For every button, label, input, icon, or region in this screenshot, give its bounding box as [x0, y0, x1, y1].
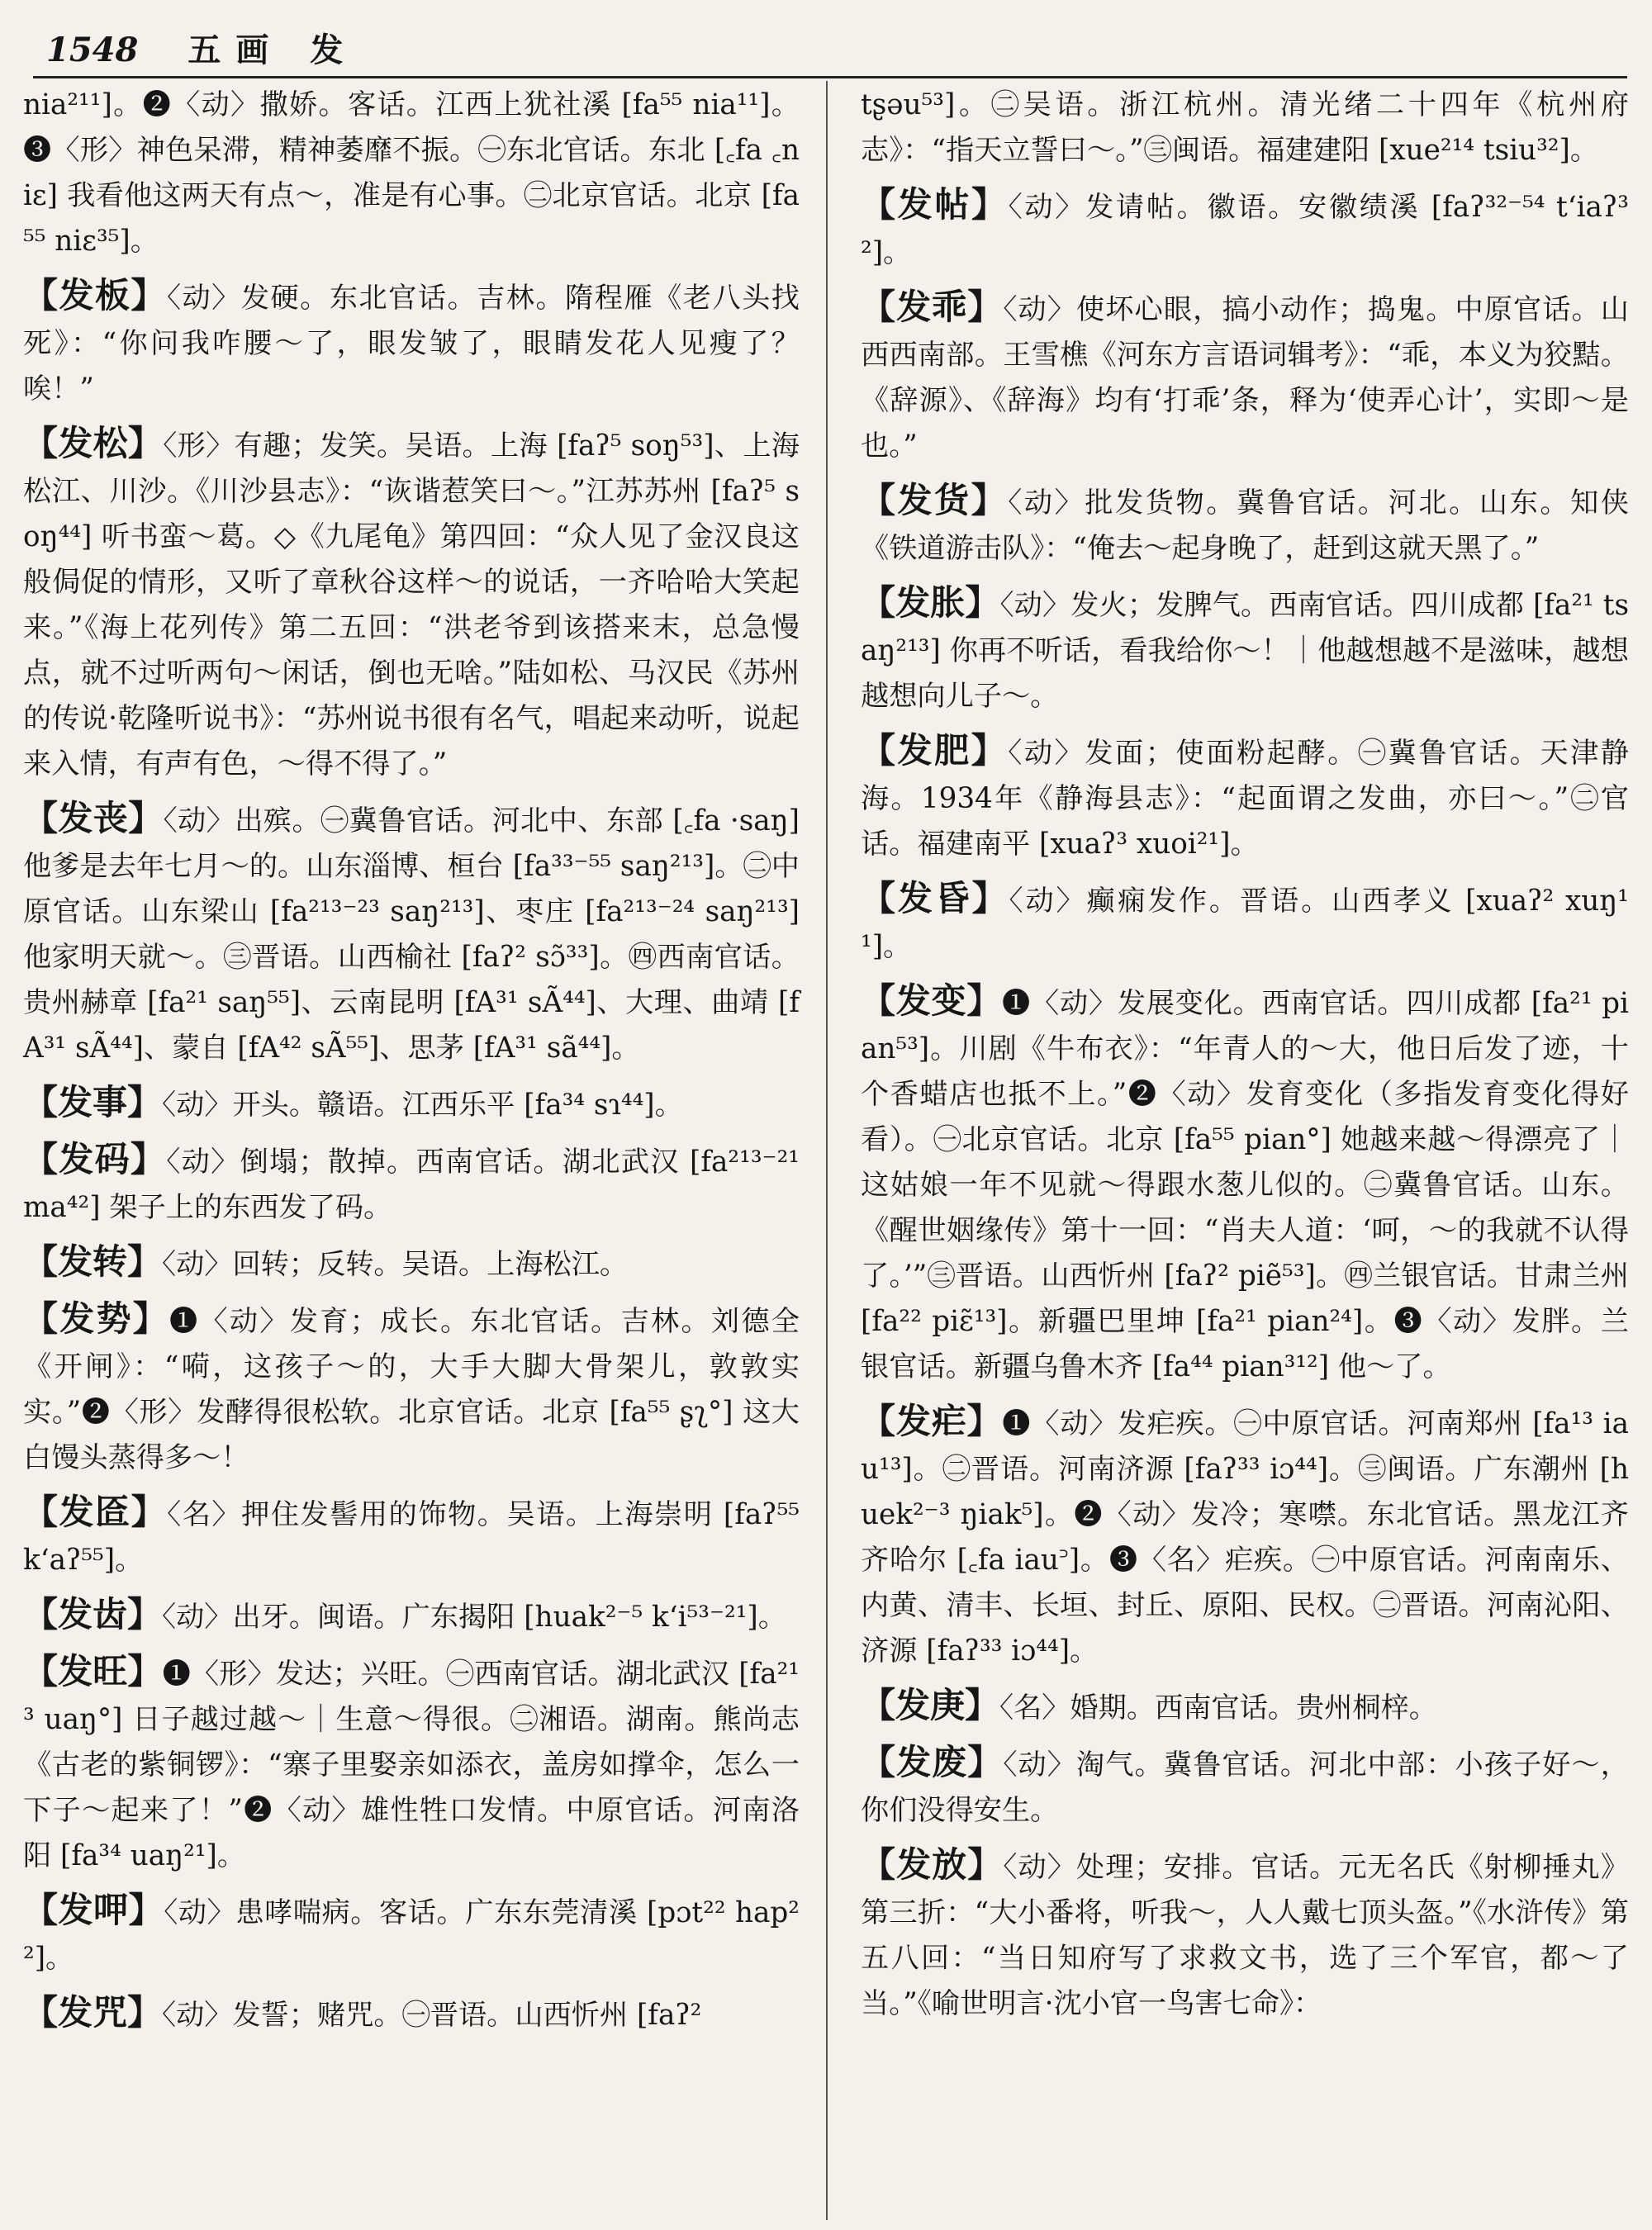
- definition: 〈动〉出殡。㊀冀鲁官话。河北中、东部 [꜀fa ·saŋ] 他爹是去年七月～的。山东淄博、桓台 [fa³³⁻⁵⁵ saŋ²¹³]。㊁中原官话。山东梁山 [fa²¹³⁻²³ saŋ²¹³]、枣庄 [fa²¹³⁻²⁴ saŋ²¹³] 他家明天就～。㊂晋语。山西榆社 [faʔ² sɔ̃³³]。㊃西南官话。贵州赫章 [fa²¹ saŋ⁵⁵]、云南昆明 [fA³¹ sÃ⁴⁴]、大理、曲靖 [fA³¹ sÃ⁴⁴]、蒙自 [fA⁴² sÃ⁵⁵]、思茅 [fA³¹ sã⁴⁴]。: [23, 804, 800, 1065]
- definition: 〈动〉发誓；赌咒。㊀晋语。山西忻州 [faʔ²: [162, 1999, 702, 2032]
- dictionary-entry: [23, 1887, 800, 1981]
- headword: 【发呷】: [23, 1890, 164, 1930]
- definition: 〈动〉患哮喘病。客话。广东东莞清溪 [pɔt²² hap²²]。: [23, 1896, 800, 1975]
- definition: 〈动〉发火；发脾气。西南官话。四川成都 [fa²¹ tsaŋ²¹³] 你再不听话，看我给你～！｜他越想越不是滋味，越想越想向儿子～。: [861, 589, 1629, 713]
- headword: 【发货】: [861, 480, 1009, 520]
- headword: 【发废】: [861, 1742, 1004, 1782]
- dictionary-entry: [861, 79, 1629, 173]
- dictionary-entry: [861, 1398, 1629, 1674]
- dictionary-entry: [861, 284, 1629, 469]
- definition: 〈动〉批发货物。冀鲁官话。河北。山东。知侠《铁道游击队》：“俺去～起身晚了，赶到这就天黑了。”: [861, 486, 1629, 565]
- dictionary-entry: [861, 1739, 1629, 1834]
- headword: 【发旺】: [23, 1651, 163, 1691]
- definition: 〈名〉押住发髻用的饰物。吴语。上海崇明 [faʔ⁵⁵ k‘aʔ⁵⁵]。: [23, 1498, 800, 1577]
- headword: 【发板】: [23, 275, 167, 316]
- headword: 【发码】: [23, 1139, 167, 1179]
- definition: 〈动〉开头。赣语。江西乐平 [fa³⁴ sɿ⁴⁴]。: [162, 1089, 683, 1122]
- dictionary-entry: [23, 1990, 800, 2038]
- headword: 【发庚】: [861, 1685, 1000, 1725]
- headword: 【发丧】: [23, 798, 164, 838]
- headword: 【发匼】: [23, 1492, 168, 1532]
- dictionary-entry: [861, 1842, 1629, 2027]
- dictionary-entry: [23, 1489, 800, 1583]
- dictionary-entry: [861, 728, 1629, 867]
- definition: tʂəu⁵³]。㊁吴语。浙江杭州。清光绪二十四年《杭州府志》：“指天立誓曰～。”㊂闽语。福建建阳 [xue²¹⁴ tsiu³²]。: [861, 88, 1629, 167]
- definition: 〈动〉发面；使面粉起酵。㊀冀鲁官话。天津静海。1934年《静海县志》：“起面谓之发曲，亦曰～。”㊁官话。福建南平 [xuaʔ³ xuoi²¹]。: [861, 737, 1629, 861]
- headword: 【发齿】: [23, 1594, 163, 1635]
- headword: 【发变】: [861, 980, 1003, 1021]
- dictionary-entry: [23, 1136, 800, 1231]
- headword: 【发势】: [23, 1298, 170, 1339]
- definition: ❶〈动〉发展变化。西南官话。四川成都 [fa²¹ pian⁵³]。川剧《牛布衣》：“年青人的～大，他日后发了迹，十个香蜡店也抵不上。”❷〈动〉发育变化（多指发育变化得好看）。㊀北京官话。北京 [fa⁵⁵ pian°] 她越来越～得漂亮了｜这姑娘一年不见就～得跟水葱儿似的。㊁冀鲁官话。山东。《醒世姻缘传》第十一回：“肖夫人道：‘呵，～的我就不认得了。’”㊂晋语。山西忻州 [faʔ² piẽ⁵³]。㊃兰银官话。甘肃兰州 [fa²² piɛ̃¹³]。新疆巴里坤 [fa²¹ pian²⁴]。❸〈动〉发胖。兰银官话。新疆乌鲁木齐 [fa⁴⁴ pian³¹²] 他～了。: [861, 987, 1629, 1383]
- left-column: [23, 79, 800, 2047]
- headword: 【发转】: [23, 1241, 163, 1282]
- column-divider: [826, 81, 828, 2220]
- definition: ❶〈形〉发达；兴旺。㊀西南官话。湖北武汉 [fa²¹³ uaŋ°] 日子越过越～｜生意～得很。㊁湘语。湖南。熊尚志《古老的紫铜锣》：“寨子里娶亲如添衣，盖房如撑伞，怎么一下子～起来了！”❷〈动〉雄性牲口发情。中原官话。河南洛阳 [fa³⁴ uaŋ²¹]。: [23, 1658, 800, 1872]
- dictionary-entry: [23, 1592, 800, 1640]
- headword: 【发乖】: [861, 287, 1004, 327]
- definition: 〈名〉婚期。西南官话。贵州桐梓。: [999, 1691, 1437, 1725]
- dictionary-entry: [23, 1239, 800, 1288]
- headword: 【发昏】: [861, 878, 1009, 918]
- dictionary-entry: [23, 273, 800, 412]
- section-title: 五画 发: [188, 31, 358, 69]
- definition: ❶〈动〉发疟疾。㊀中原官话。河南郑州 [fa¹³ iau¹³]。㊁晋语。河南济源 [faʔ³³ iɔ⁴⁴]。㊂闽语。广东潮州 [huek²⁻³ ŋiak⁵]。❷〈动〉发冷；寒噤。东北官话。黑龙江齐齐哈尔 [꜀fa iau꜄]。❸〈名〉疟疾。㊀中原官话。河南南乐、内黄、清丰、长垣、封丘、原阳、民权。㊁晋语。河南沁阳、济源 [faʔ³³ iɔ⁴⁴]。: [861, 1407, 1629, 1668]
- definition: 〈动〉回转；反转。吴语。上海松江。: [162, 1248, 629, 1281]
- dictionary-entry: [861, 477, 1629, 572]
- dictionary-entry: [23, 1079, 800, 1128]
- dictionary-entry: [23, 1649, 800, 1879]
- definition: ❶〈动〉发育；成长。东北官话。吉林。刘德全《开闸》：“嗬，这孩子～的，大手大脚大骨架儿，敦敦实实。”❷〈形〉发酵得很松软。北京官话。北京 [fa⁵⁵ ʂʅ°] 这大白馒头蒸得多～！: [23, 1305, 800, 1474]
- dictionary-entry: [23, 420, 800, 787]
- definition: 〈动〉癫痫发作。晋语。山西孝义 [xuaʔ² xuŋ¹¹]。: [861, 885, 1629, 963]
- dictionary-entry: [23, 79, 800, 264]
- definition: 〈动〉发硬。东北官话。吉林。隋程雁《老八头找死》：“你问我咋腰～了，眼发皱了，眼睛发花人见瘦了？唉！”: [23, 282, 800, 406]
- headword: 【发帖】: [861, 184, 1009, 225]
- headword: 【发咒】: [23, 1992, 163, 2033]
- page-number: 1548: [46, 31, 139, 69]
- dictionary-entry: [861, 1682, 1629, 1731]
- headword: 【发放】: [861, 1844, 1004, 1885]
- definition: 〈形〉有趣；发笑。吴语。上海 [faʔ⁵ soŋ⁵³]、上海松江、川沙。《川沙县志》：“诙谐惹笑曰～。”江苏苏州 [faʔ⁵ soŋ⁴⁴] 听书蛮～葛。◇《九尾龟》第四回：“众人见了金汉良这般侷促的情形，又听了章秋谷这样～的说话，一齐哈哈大笑起来。”《海上花列传》第二五回：“洪老爷到该搭来末，总急慢点，就不过听两句～闲话，倒也无啥。”陆如松、马汉民《苏州的传说·乾隆听说书》：“苏州说书很有名气，唱起来动听，说起来入情，有声有色，～得不得了。”: [23, 429, 800, 780]
- definition: 〈动〉处理；安排。官话。元无名氏《射柳捶丸》第三折：“大小番将，听我～，人人戴七顶头盔。”《水浒传》第五八回：“当日知府写了求救文书，选了三个军官，都～了当。”《喻世明言·沈小官一鸟害七命》：: [861, 1851, 1629, 2020]
- headword: 【发肥】: [861, 730, 1009, 771]
- definition: 〈动〉倒塌；散掉。西南官话。湖北武汉 [fa²¹³⁻²¹ ma⁴²] 架子上的东西发了码。: [23, 1146, 800, 1224]
- definition: 〈动〉发请帖。徽语。安徽绩溪 [faʔ³²⁻⁵⁴ t‘iaʔ³²]。: [861, 191, 1629, 269]
- definition: 〈动〉使坏心眼，搞小动作；捣鬼。中原官话。山西西南部。王雪樵《河东方言语词辑考》：“乖，本义为狡黠。《辞源》、《辞海》均有‘打乖’条，释为‘使弄心计’，实即～是也。”: [861, 293, 1629, 463]
- dictionary-entry: [861, 978, 1629, 1390]
- dictionary-entry: [23, 795, 800, 1071]
- definition: nia²¹¹]。❷〈动〉撒娇。客话。江西上犹社溪 [fa⁵⁵ nia¹¹]。❸〈形〉神色呆滞，精神萎靡不振。㊀东北官话。东北 [꜀fa ꜀niɛ] 我看他这两天有点～，准是有心事。㊁北京官话。北京 [fa⁵⁵ niɛ³⁵]。: [23, 88, 800, 258]
- page-header: [33, 12, 1627, 78]
- definition: 〈动〉淘气。冀鲁官话。河北中部：小孩子好～，你们没得安生。: [861, 1748, 1629, 1827]
- headword: 【发松】: [23, 423, 164, 463]
- dictionary-entry: [861, 875, 1629, 970]
- dictionary-entry: [23, 1296, 800, 1481]
- headword: 【发疟】: [861, 1401, 1003, 1441]
- definition: 〈动〉出牙。闽语。广东揭阳 [huak²⁻⁵ k‘i⁵³⁻²¹]。: [162, 1601, 786, 1634]
- right-column: [861, 79, 1629, 2035]
- dictionary-entry: [861, 580, 1629, 719]
- headword: 【发胀】: [861, 582, 1000, 623]
- headword: 【发事】: [23, 1082, 163, 1122]
- dictionary-entry: [861, 182, 1629, 276]
